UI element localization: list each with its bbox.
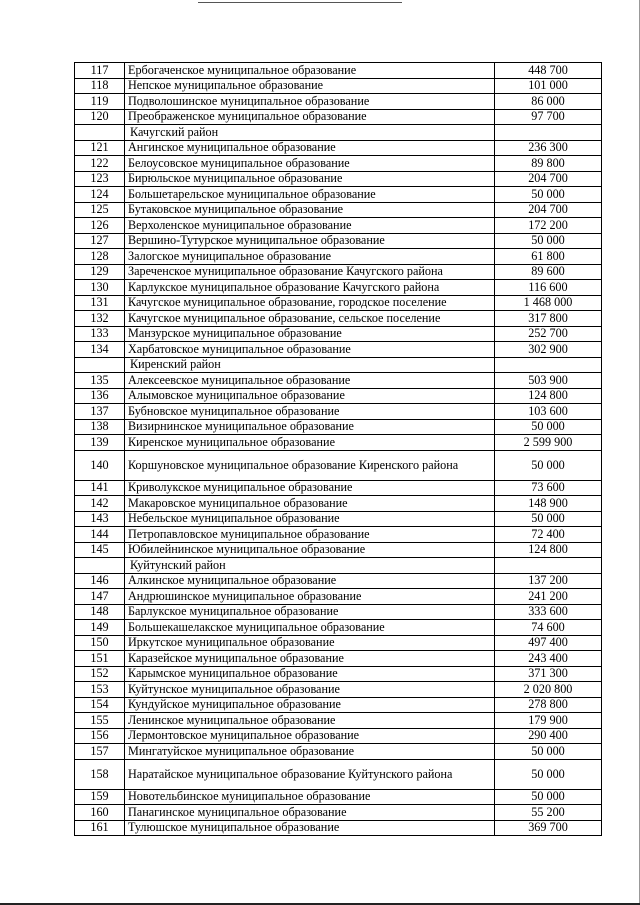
table-row [75, 342, 602, 358]
municipality-name: Вершино-Тутурское муниципальное образование [125, 233, 495, 249]
row-number: 155 [75, 713, 125, 729]
amount-value: 371 300 [495, 666, 602, 682]
table-row [75, 789, 602, 805]
amount-value: 55 200 [495, 805, 602, 821]
row-number: 154 [75, 697, 125, 713]
table-row [75, 311, 602, 327]
municipality-name: Ербогаченское муниципальное образование [125, 63, 495, 79]
amount-value: 50 000 [495, 450, 602, 480]
row-number: 142 [75, 496, 125, 512]
table-row [75, 218, 602, 234]
amount-value [495, 125, 602, 141]
table-row [75, 326, 602, 342]
municipality-name: Криволукское муниципальное образование [125, 480, 495, 496]
table-row [75, 542, 602, 558]
row-number: 161 [75, 820, 125, 836]
row-number: 151 [75, 651, 125, 667]
table-row [75, 604, 602, 620]
amount-value: 302 900 [495, 342, 602, 358]
row-number: 130 [75, 280, 125, 296]
amount-value: 204 700 [495, 202, 602, 218]
municipality-name: Манзурское муниципальное образование [125, 326, 495, 342]
table-row [75, 682, 602, 698]
table-row [75, 511, 602, 527]
municipality-name: Андрюшинское муниципальное образование [125, 589, 495, 605]
municipality-name: Алкинское муниципальное образование [125, 573, 495, 589]
amount-value: 236 300 [495, 140, 602, 156]
amount-value: 278 800 [495, 697, 602, 713]
municipality-name: Верхоленское муниципальное образование [125, 218, 495, 234]
municipality-name: Качугское муниципальное образование, городское поселение [125, 295, 495, 311]
amount-value: 333 600 [495, 604, 602, 620]
municipality-name: Подволошинское муниципальное образование [125, 94, 495, 110]
table-row [75, 450, 602, 480]
row-number: 129 [75, 264, 125, 280]
municipality-name: Белоусовское муниципальное образование [125, 156, 495, 172]
table-row [75, 171, 602, 187]
table-row [75, 527, 602, 543]
row-number: 157 [75, 744, 125, 760]
municipality-name: Петропавловское муниципальное образование [125, 527, 495, 543]
table-row [75, 820, 602, 836]
amount-value: 290 400 [495, 728, 602, 744]
amount-value: 148 900 [495, 496, 602, 512]
amount-value: 116 600 [495, 280, 602, 296]
table-row [75, 249, 602, 265]
table-row [75, 589, 602, 605]
row-number: 156 [75, 728, 125, 744]
municipality-name: Непское муниципальное образование [125, 78, 495, 94]
table-row [75, 759, 602, 789]
amount-value: 74 600 [495, 620, 602, 636]
table-row [75, 187, 602, 203]
row-number: 136 [75, 388, 125, 404]
amount-value: 86 000 [495, 94, 602, 110]
amount-value: 50 000 [495, 789, 602, 805]
municipality-name: Новотельбинское муниципальное образование [125, 789, 495, 805]
municipality-name: Небельское муниципальное образование [125, 511, 495, 527]
table-row [75, 264, 602, 280]
amount-value: 50 000 [495, 759, 602, 789]
row-number: 150 [75, 635, 125, 651]
amount-value: 2 020 800 [495, 682, 602, 698]
row-number: 152 [75, 666, 125, 682]
municipality-name: Карымское муниципальное образование [125, 666, 495, 682]
row-number: 134 [75, 342, 125, 358]
table-row [75, 635, 602, 651]
amount-value: 241 200 [495, 589, 602, 605]
table-row [75, 373, 602, 389]
municipality-name: Тулюшское муниципальное образование [125, 820, 495, 836]
municipality-name: Большекашелакское муниципальное образование [125, 620, 495, 636]
amount-value: 2 599 900 [495, 435, 602, 451]
amount-value: 497 400 [495, 635, 602, 651]
table-row [75, 666, 602, 682]
table-row [75, 388, 602, 404]
amount-value: 503 900 [495, 373, 602, 389]
amount-value: 137 200 [495, 573, 602, 589]
amount-value: 124 800 [495, 388, 602, 404]
table-row [75, 94, 602, 110]
table-row [75, 404, 602, 420]
row-number: 144 [75, 527, 125, 543]
table-row [75, 713, 602, 729]
municipal-allocation-table [74, 62, 602, 836]
row-number: 118 [75, 78, 125, 94]
table-row [75, 651, 602, 667]
municipality-name: Макаровское муниципальное образование [125, 496, 495, 512]
amount-value: 89 600 [495, 264, 602, 280]
municipality-name: Карлукское муниципальное образование Качугского района [125, 280, 495, 296]
table-row [75, 109, 602, 125]
row-number: 148 [75, 604, 125, 620]
amount-value: 50 000 [495, 187, 602, 203]
amount-value: 124 800 [495, 542, 602, 558]
district-row [75, 357, 602, 373]
amount-value [495, 357, 602, 373]
amount-value: 317 800 [495, 311, 602, 327]
row-number: 149 [75, 620, 125, 636]
table-body [75, 63, 602, 836]
municipality-name: Панагинское муниципальное образование [125, 805, 495, 821]
municipality-name: Лермонтовское муниципальное образование [125, 728, 495, 744]
municipality-name: Бубновское муниципальное образование [125, 404, 495, 420]
top-scan-line [198, 2, 402, 3]
municipality-name: Визирнинское муниципальное образование [125, 419, 495, 435]
row-number [75, 558, 125, 574]
table-row [75, 280, 602, 296]
row-number: 119 [75, 94, 125, 110]
municipality-name: Наратайское муниципальное образование Куйтунского района [125, 759, 495, 789]
amount-value: 1 468 000 [495, 295, 602, 311]
row-number: 140 [75, 450, 125, 480]
row-number [75, 357, 125, 373]
table-row [75, 435, 602, 451]
municipality-name: Бутаковское муниципальное образование [125, 202, 495, 218]
amount-value: 103 600 [495, 404, 602, 420]
municipality-name: Харбатовское муниципальное образование [125, 342, 495, 358]
municipality-name: Бирюльское муниципальное образование [125, 171, 495, 187]
row-number: 120 [75, 109, 125, 125]
municipality-name: Каразейское муниципальное образование [125, 651, 495, 667]
table-row [75, 573, 602, 589]
table-row [75, 63, 602, 79]
table-row [75, 78, 602, 94]
row-number: 127 [75, 233, 125, 249]
municipality-name: Кундуйское муниципальное образование [125, 697, 495, 713]
amount-value: 369 700 [495, 820, 602, 836]
table-row [75, 419, 602, 435]
table-row [75, 295, 602, 311]
row-number [75, 125, 125, 141]
municipality-name: Киренское муниципальное образование [125, 435, 495, 451]
district-row [75, 558, 602, 574]
row-number: 158 [75, 759, 125, 789]
amount-value: 448 700 [495, 63, 602, 79]
municipality-name: Ленинское муниципальное образование [125, 713, 495, 729]
row-number: 126 [75, 218, 125, 234]
row-number: 131 [75, 295, 125, 311]
row-number: 122 [75, 156, 125, 172]
amount-value: 73 600 [495, 480, 602, 496]
amount-value [495, 558, 602, 574]
row-number: 147 [75, 589, 125, 605]
row-number: 132 [75, 311, 125, 327]
amount-value: 243 400 [495, 651, 602, 667]
municipality-name: Большетарельское муниципальное образование [125, 187, 495, 203]
amount-value: 179 900 [495, 713, 602, 729]
table-row [75, 805, 602, 821]
amount-value: 97 700 [495, 109, 602, 125]
amount-value: 101 000 [495, 78, 602, 94]
amount-value: 204 700 [495, 171, 602, 187]
row-number: 128 [75, 249, 125, 265]
municipality-name: Качугское муниципальное образование, сельское поселение [125, 311, 495, 327]
row-number: 138 [75, 419, 125, 435]
table-row [75, 233, 602, 249]
table-row [75, 140, 602, 156]
table-row [75, 480, 602, 496]
municipality-name: Преображенское муниципальное образование [125, 109, 495, 125]
table-row [75, 202, 602, 218]
row-number: 160 [75, 805, 125, 821]
amount-value: 89 800 [495, 156, 602, 172]
row-number: 146 [75, 573, 125, 589]
municipality-name: Алымовское муниципальное образование [125, 388, 495, 404]
table-row [75, 697, 602, 713]
district-name: Куйтунский район [125, 558, 495, 574]
municipality-name: Куйтунское муниципальное образование [125, 682, 495, 698]
amount-value: 50 000 [495, 233, 602, 249]
row-number: 153 [75, 682, 125, 698]
municipality-name: Коршуновское муниципальное образование Киренского района [125, 450, 495, 480]
table-row [75, 728, 602, 744]
municipality-name: Иркутское муниципальное образование [125, 635, 495, 651]
amount-value: 72 400 [495, 527, 602, 543]
municipality-name: Барлукское муниципальное образование [125, 604, 495, 620]
row-number: 125 [75, 202, 125, 218]
row-number: 159 [75, 789, 125, 805]
row-number: 143 [75, 511, 125, 527]
row-number: 145 [75, 542, 125, 558]
row-number: 133 [75, 326, 125, 342]
amount-value: 50 000 [495, 744, 602, 760]
municipality-name: Мингатуйское муниципальное образование [125, 744, 495, 760]
row-number: 121 [75, 140, 125, 156]
district-row [75, 125, 602, 141]
amount-value: 172 200 [495, 218, 602, 234]
municipality-name: Зареченское муниципальное образование Качугского района [125, 264, 495, 280]
district-name: Киренский район [125, 357, 495, 373]
table-row [75, 620, 602, 636]
amount-value: 61 800 [495, 249, 602, 265]
municipality-name: Юбилейнинское муниципальное образование [125, 542, 495, 558]
municipality-name: Алексеевское муниципальное образование [125, 373, 495, 389]
amount-value: 252 700 [495, 326, 602, 342]
amount-value: 50 000 [495, 419, 602, 435]
row-number: 139 [75, 435, 125, 451]
row-number: 124 [75, 187, 125, 203]
row-number: 135 [75, 373, 125, 389]
municipality-name: Залогское муниципальное образование [125, 249, 495, 265]
table-row [75, 744, 602, 760]
row-number: 117 [75, 63, 125, 79]
row-number: 123 [75, 171, 125, 187]
table-row [75, 496, 602, 512]
amount-value: 50 000 [495, 511, 602, 527]
district-name: Качугский район [125, 125, 495, 141]
row-number: 137 [75, 404, 125, 420]
table-row [75, 156, 602, 172]
municipality-name: Ангинское муниципальное образование [125, 140, 495, 156]
row-number: 141 [75, 480, 125, 496]
